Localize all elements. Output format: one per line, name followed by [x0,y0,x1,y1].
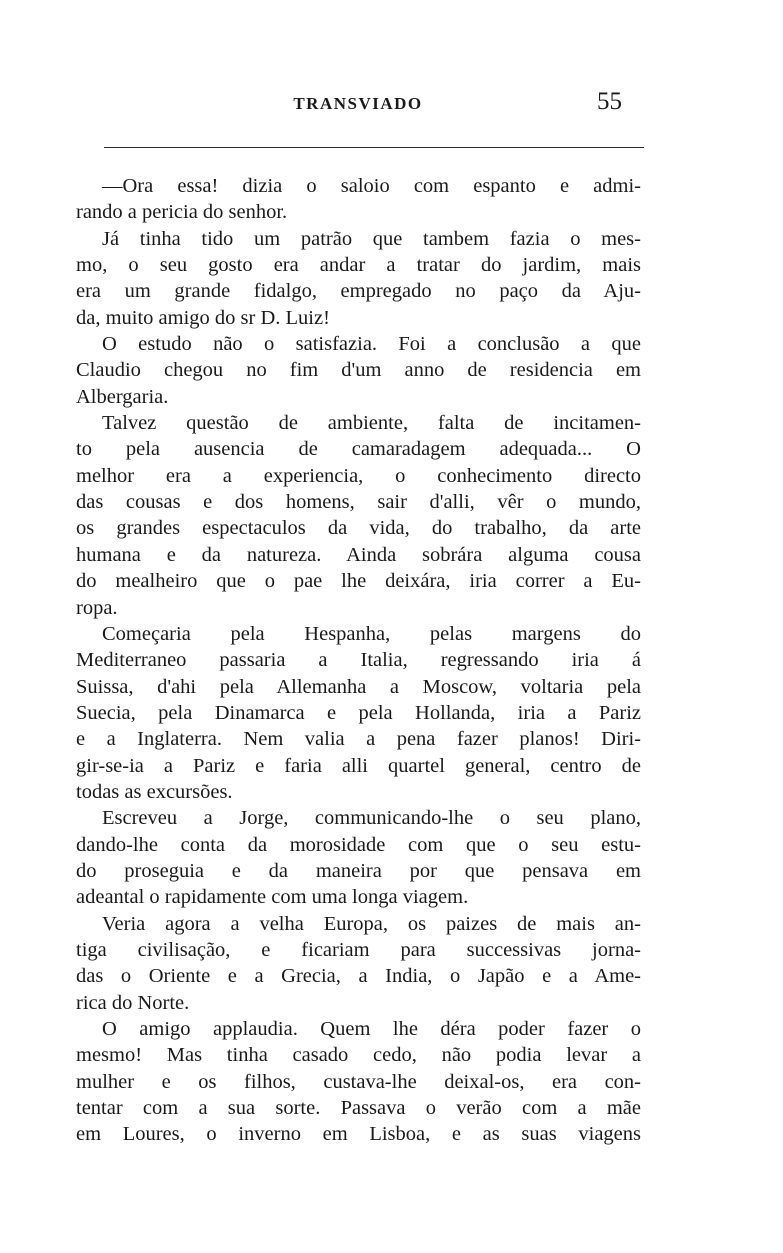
text-line: Já tinha tido um patrão que tambem fazia o mes- [102,227,641,250]
text-line: Escreveu a Jorge, communicando-lhe o seu plano, [102,807,641,830]
text-line: em Loures, o inverno em Lisboa, e as suas viagens [76,1123,641,1146]
text-line: das cousas e dos homens, sair d'alli, vêr o mundo, [76,491,641,514]
text-line: dando-lhe conta da morosidade com que o seu estu- [76,833,641,856]
text-line: e a Inglaterra. Nem valia a pena fazer planos! Diri- [76,728,641,751]
text-line: Talvez questão de ambiente, falta de incitamen- [102,412,641,435]
text-line: rica do Norte. [76,991,190,1014]
text-line: mesmo! Mas tinha casado cedo, não podia levar a [76,1044,641,1067]
text-line: Começaria pela Hespanha, pelas margens do [102,622,641,645]
body-text [76,173,641,1148]
running-title: TRANSVIADO [293,94,423,113]
text-line: mulher e os filhos, custava-lhe deixal-os, era con- [76,1070,641,1093]
text-line: era um grande fidalgo, empregado no paço da Aju- [76,280,641,303]
text-line: —Ora essa! dizia o saloio com espanto e admi- [102,175,641,197]
text-line: O estudo não o satisfazia. Foi a conclusão a que [102,333,641,356]
text-line: Suissa, d'ahi pela Allemanha a Moscow, voltaria pela [76,675,641,698]
text-line: das o Oriente e a Grecia, a India, o Japão e a Ame- [76,965,641,988]
text-line: Claudio chegou no fim d'um anno de residencia em [76,359,641,382]
text-line: Suecia, pela Dinamarca e pela Hollanda, iria a Pariz [76,701,641,724]
text-line: os grandes espectaculos da vida, do trabalho, da arte [76,517,641,540]
text-line: melhor era a experiencia, o conhecimento directo [76,464,641,487]
text-line: to pela ausencia de camaradagem adequada... O [76,438,641,461]
text-line: ropa. [76,596,118,619]
header-rule [104,147,644,148]
page-number: 55 [597,88,622,115]
text-line: Albergaria. [76,385,169,408]
text-line: do proseguia e da maneira por que pensava em [76,859,641,882]
text-line: humana e da natureza. Ainda sobrára alguma cousa [76,543,641,566]
text-line: O amigo applaudia. Quem lhe déra poder fazer o [102,1018,641,1040]
text-line: mo, o seu gosto era andar a tratar do jardim, mais [76,254,641,277]
text-line: da, muito amigo do sr D. Luiz! [76,306,330,329]
text-line: gir-se-ia a Pariz e faria alli quartel general, centro de [76,754,641,777]
text-line: adeantal o rapidamente com uma longa viagem. [76,886,469,909]
text-line: Mediterraneo passaria a Italia, regressando iria á [76,649,641,672]
running-header [76,88,640,118]
text-line: rando a pericia do senhor. [76,201,288,224]
text-line: tiga civilisação, e ficariam para successivas jorna- [76,938,641,961]
text-line: todas as excursões. [76,780,233,803]
text-line: tentar com a sua sorte. Passava o verão com a mãe [76,1097,641,1120]
text-line: Veria agora a velha Europa, os paizes de mais an- [102,912,641,935]
text-line: do mealheiro que o pae lhe deixára, iria correr a Eu- [76,570,641,593]
